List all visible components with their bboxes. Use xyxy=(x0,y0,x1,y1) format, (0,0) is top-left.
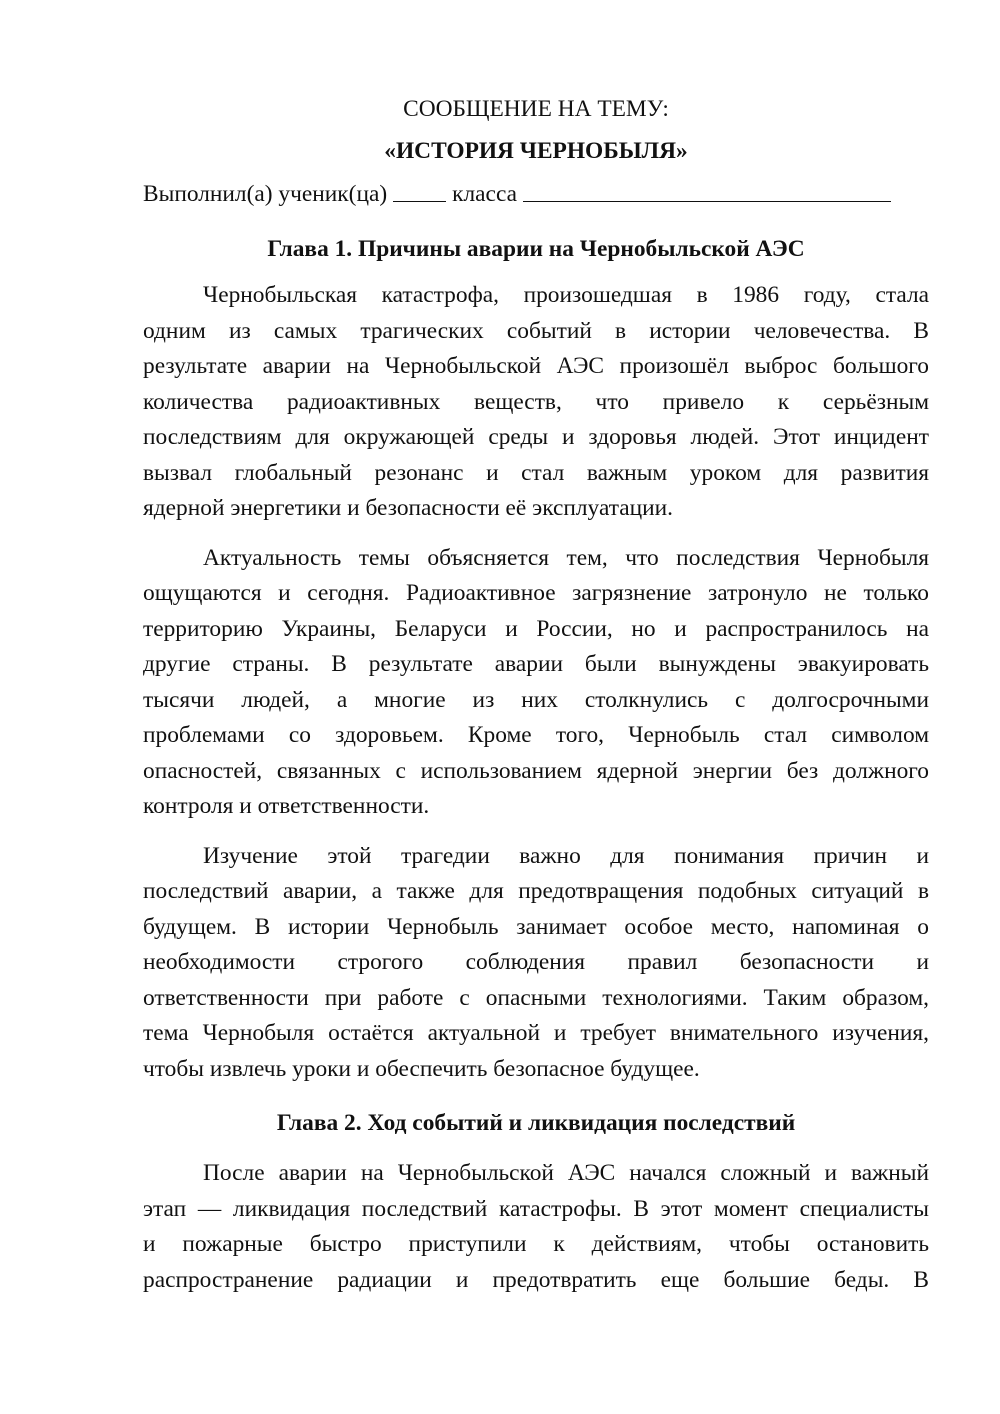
paragraph-line: Актуальность темы объясняется тем, что последствия Чернобыля xyxy=(203,544,929,571)
chapter1-paragraph2 xyxy=(143,541,929,825)
chapter2-paragraph1 xyxy=(143,1156,929,1298)
document-title-line1: СООБЩЕНИЕ НА ТЕМУ: xyxy=(403,96,669,122)
chapter1-heading: Глава 1. Причины аварии на Чернобыльской АЭС xyxy=(267,236,805,262)
paragraph-line: одним из самых трагических событий в истории человечества. В xyxy=(143,317,929,344)
paragraph-line: Изучение этой трагедии важно для понимания причин и xyxy=(203,842,929,869)
paragraph-line: другие страны. В результате аварии были вынуждены эвакуировать xyxy=(143,651,929,677)
paragraph-line: опасностей, связанных с использованием ядерной энергии без должного xyxy=(143,757,929,784)
paragraph-line: ощущаются и сегодня. Радиоактивное загрязнение затронуло не только xyxy=(143,580,929,606)
paragraph-line: ответственности при работе с опасными технологиями. Таким образом, xyxy=(143,984,929,1011)
paragraph-line: последствиям для окружающей среды и здоровья людей. Этот инцидент xyxy=(143,424,929,450)
paragraph-line: тема Чернобыля остаётся актуальной и требует внимательного изучения, xyxy=(143,1020,929,1046)
paragraph-line: результате аварии на Чернобыльской АЭС произошёл выброс большого xyxy=(143,353,929,379)
paragraph-line: После аварии на Чернобыльской АЭС начался сложный и важный xyxy=(203,1160,929,1186)
paragraph-line: количества радиоактивных веществ, что привело к серьёзным xyxy=(143,388,929,415)
chapter1-paragraph1 xyxy=(143,278,929,527)
chapter2-heading: Глава 2. Ход событий и ликвидация последствий xyxy=(276,1110,796,1136)
paragraph-line: последствий аварии, а также для предотвращения подобных ситуаций в xyxy=(143,878,929,904)
paragraph-line: и пожарные быстро приступили к действиям, чтобы остановить xyxy=(143,1231,929,1257)
paragraph-line: проблемами со здоровьем. Кроме того, Чернобыль стал символом xyxy=(143,722,929,748)
paragraph-line: необходимости строгого соблюдения правил безопасности и xyxy=(143,949,929,975)
class-number-blank xyxy=(393,181,446,202)
student-name-blank xyxy=(523,181,891,202)
document-page xyxy=(143,92,929,1298)
performer-line xyxy=(143,177,929,212)
paragraph-line: чтобы извлечь уроки и обеспечить безопасное будущее. xyxy=(143,1055,700,1082)
paragraph-line: тысячи людей, а многие из них столкнулись с долгосрочными xyxy=(143,686,929,713)
paragraph-line: территорию Украины, Беларуси и России, но и распространилось на xyxy=(143,615,929,642)
class-label: класса xyxy=(452,181,517,207)
chapter1-paragraph3 xyxy=(143,839,929,1088)
paragraph-line: ядерной энергетики и безопасности её эксплуатации. xyxy=(143,495,674,521)
paragraph-line: распространение радиации и предотвратить еще большие беды. В xyxy=(143,1266,929,1293)
paragraph-line: вызвал глобальный резонанс и стал важным уроком для развития xyxy=(143,459,929,486)
paragraph-line: будущем. В истории Чернобыль занимает особое место, напоминая о xyxy=(143,913,929,940)
paragraph-line: контроля и ответственности. xyxy=(143,793,430,819)
document-title-line2: «ИСТОРИЯ ЧЕРНОБЫЛЯ» xyxy=(384,138,688,164)
performer-label: Выполнил(а) ученик(ца) xyxy=(143,181,388,207)
paragraph-line: этап — ликвидация последствий катастрофы. В этот момент специалисты xyxy=(143,1195,929,1222)
paragraph-line: Чернобыльская катастрофа, произошедшая в 1986 году, стала xyxy=(203,282,929,308)
